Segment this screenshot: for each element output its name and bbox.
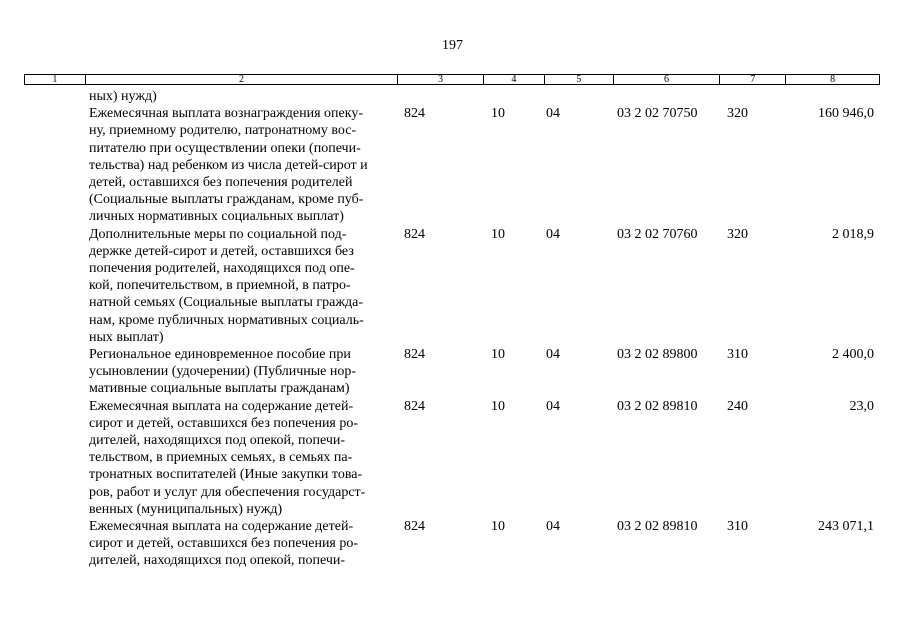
column-number-4: 4 bbox=[484, 75, 545, 84]
cell-section: 10 bbox=[491, 398, 505, 414]
continuation-text: ных) нужд) bbox=[89, 89, 157, 104]
cell-amount: 2 018,9 bbox=[832, 226, 874, 242]
description-line: питателю при осуществлении опеки (попечи- bbox=[89, 140, 361, 156]
cell-section: 10 bbox=[491, 519, 505, 535]
continuation-row bbox=[0, 88, 905, 105]
cell-expense-type: 320 bbox=[727, 106, 748, 122]
cell-target-article: 03 2 02 89800 bbox=[617, 347, 698, 363]
description-line: Дополнительные меры по социальной под- bbox=[89, 226, 347, 242]
table-row bbox=[0, 346, 905, 398]
description-line: держке детей-сирот и детей, оставшихся без bbox=[89, 243, 354, 259]
description-line: тельства) над ребенком из числа детей-сирот и bbox=[89, 157, 368, 173]
description-line: нам, кроме публичных нормативных социаль- bbox=[89, 312, 364, 328]
row-description bbox=[89, 346, 394, 398]
description-line: Ежемесячная выплата на содержание детей- bbox=[89, 519, 354, 535]
description-line: Региональное единовременное пособие при bbox=[89, 347, 351, 363]
column-number-5: 5 bbox=[545, 75, 614, 84]
cell-expense-type: 310 bbox=[727, 519, 748, 535]
description-line: сирот и детей, оставшихся без попечения ро- bbox=[89, 415, 359, 431]
cell-section: 10 bbox=[491, 106, 505, 122]
description-line: тронатных воспитателей (Иные закупки това- bbox=[89, 467, 363, 483]
cell-subsection: 04 bbox=[546, 519, 560, 535]
cell-target-article: 03 2 02 89810 bbox=[617, 398, 698, 414]
table-row bbox=[0, 105, 905, 225]
description-line: личных нормативных социальных выплат) bbox=[89, 209, 344, 225]
description-line: мативные социальные выплаты гражданам) bbox=[89, 381, 350, 397]
cell-expense-type: 320 bbox=[727, 226, 748, 242]
cell-grbs: 824 bbox=[404, 398, 425, 414]
description-line: дителей, находящихся под опекой, попечи- bbox=[89, 433, 346, 449]
cell-target-article: 03 2 02 70760 bbox=[617, 226, 698, 242]
description-line: попечения родителей, находящихся под опе- bbox=[89, 261, 355, 277]
column-number-3: 3 bbox=[398, 75, 484, 84]
cell-subsection: 04 bbox=[546, 226, 560, 242]
table-row bbox=[0, 518, 905, 570]
description-line: тельством, в приемных семьях, в семьях па- bbox=[89, 450, 353, 466]
cell-target-article: 03 2 02 89810 bbox=[617, 519, 698, 535]
column-number-7: 7 bbox=[720, 75, 786, 84]
column-number-6: 6 bbox=[614, 75, 721, 84]
description-line: детей, оставшихся без попечения родителей bbox=[89, 175, 353, 191]
cell-amount: 2 400,0 bbox=[832, 347, 874, 363]
column-number-2: 2 bbox=[86, 75, 398, 84]
cell-grbs: 824 bbox=[404, 347, 425, 363]
description-line: Ежемесячная выплата вознаграждения опеку- bbox=[89, 106, 363, 122]
row-description bbox=[89, 226, 394, 346]
row-description bbox=[89, 105, 394, 225]
column-number-8: 8 bbox=[830, 74, 836, 85]
row-description bbox=[89, 518, 394, 570]
cell-amount: 23,0 bbox=[849, 398, 874, 414]
description-line: ных выплат) bbox=[89, 329, 164, 345]
description-line: сирот и детей, оставшихся без попечения ро- bbox=[89, 536, 359, 552]
cell-expense-type: 240 bbox=[727, 398, 748, 414]
cell-subsection: 04 bbox=[546, 398, 560, 414]
description-line: (Социальные выплаты гражданам, кроме пуб- bbox=[89, 192, 364, 208]
table-header-row bbox=[24, 74, 880, 85]
table-row bbox=[0, 226, 905, 346]
cell-section: 10 bbox=[491, 226, 505, 242]
table-row bbox=[0, 398, 905, 518]
column-number-1: 1 bbox=[25, 75, 86, 84]
description-line: венных (муниципальных) нужд) bbox=[89, 501, 283, 517]
cell-expense-type: 310 bbox=[727, 347, 748, 363]
cell-amount: 160 946,0 bbox=[818, 106, 874, 122]
row-description bbox=[89, 398, 394, 518]
cell-subsection: 04 bbox=[546, 347, 560, 363]
cell-section: 10 bbox=[491, 347, 505, 363]
description-line: усыновлении (удочерении) (Публичные нор- bbox=[89, 364, 357, 380]
description-line: дителей, находящихся под опекой, попечи- bbox=[89, 553, 346, 569]
description-line: Ежемесячная выплата на содержание детей- bbox=[89, 398, 354, 414]
description-line: ну, приемному родителю, патронатному вос- bbox=[89, 123, 357, 139]
description-line: ров, работ и услуг для обеспечения государст- bbox=[89, 484, 366, 500]
page-number: 197 bbox=[442, 38, 463, 53]
cell-amount: 243 071,1 bbox=[818, 519, 874, 535]
cell-grbs: 824 bbox=[404, 519, 425, 535]
description-line: кой, попечительством, в приемной, в патро- bbox=[89, 278, 351, 294]
cell-subsection: 04 bbox=[546, 106, 560, 122]
cell-grbs: 824 bbox=[404, 226, 425, 242]
budget-table-body bbox=[0, 88, 905, 570]
cell-grbs: 824 bbox=[404, 106, 425, 122]
description-line: натной семьях (Социальные выплаты гражда- bbox=[89, 295, 364, 311]
cell-target-article: 03 2 02 70750 bbox=[617, 106, 698, 122]
